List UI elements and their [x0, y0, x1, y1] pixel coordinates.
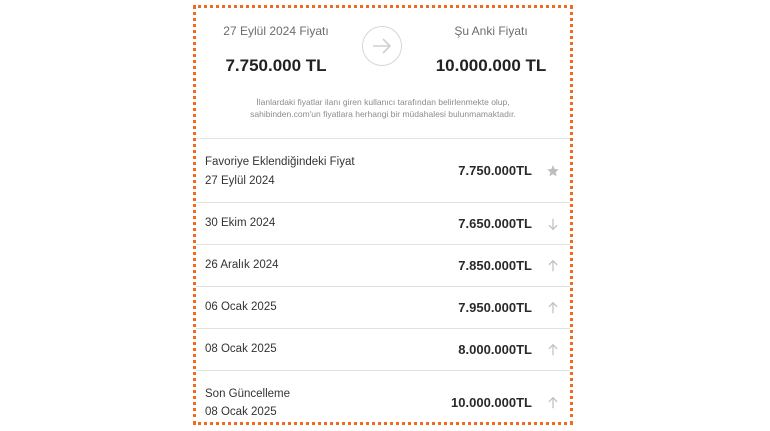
arrow-up-icon: [546, 301, 560, 315]
arrow-right-icon: [362, 26, 402, 66]
list-item: [196, 371, 570, 425]
row-amount: 7.850.000TL: [458, 258, 532, 273]
disclaimer-line-2: sahibinden.com'un fiyatlara herhangi bir müdahalesi bulunmamaktadır.: [250, 109, 516, 119]
arrow-up-icon: [546, 343, 560, 357]
row-date: 06 Ocak 2025: [205, 301, 277, 313]
arrow-up-icon: [546, 259, 560, 273]
row-amount: 7.750.000TL: [458, 163, 532, 178]
list-item: [196, 203, 570, 245]
old-price-label: 27 Eylül 2024 Fiyatı: [223, 24, 329, 38]
current-price-block: [416, 24, 566, 76]
star-icon[interactable]: [546, 164, 560, 178]
row-date: 08 Ocak 2025: [205, 406, 277, 418]
arrow-up-icon: [546, 396, 560, 410]
list-item: [196, 139, 570, 203]
price-history-panel: [193, 5, 573, 425]
row-date: 30 Ekim 2024: [205, 217, 276, 229]
current-price-value: 10.000.000 TL: [435, 56, 547, 75]
old-price-value: 7.750.000 TL: [225, 56, 327, 75]
list-item: [196, 329, 570, 371]
arrow-down-icon: [546, 217, 560, 231]
price-history-list: [196, 138, 570, 425]
row-date: 08 Ocak 2025: [205, 343, 277, 355]
row-title: Son Güncelleme: [205, 388, 291, 400]
old-price-block: [201, 24, 351, 76]
price-comparison-header: [196, 8, 570, 138]
row-amount: 10.000.000TL: [451, 395, 532, 410]
list-item: [196, 287, 570, 329]
row-date: 26 Aralık 2024: [205, 259, 279, 271]
row-title: Favoriye Eklendiğindeki Fiyat: [205, 156, 355, 168]
price-disclaimer: [216, 96, 550, 120]
disclaimer-line-1: İlanlardaki fiyatlar ilanı giren kullanıcı tarafından belirlenmekte olup,: [256, 97, 510, 107]
row-date: 27 Eylül 2024: [205, 175, 275, 187]
row-amount: 8.000.000TL: [458, 342, 532, 357]
row-amount: 7.950.000TL: [458, 300, 532, 315]
list-item: [196, 245, 570, 287]
row-amount: 7.650.000TL: [458, 216, 532, 231]
current-price-label: Şu Anki Fiyatı: [454, 24, 528, 38]
